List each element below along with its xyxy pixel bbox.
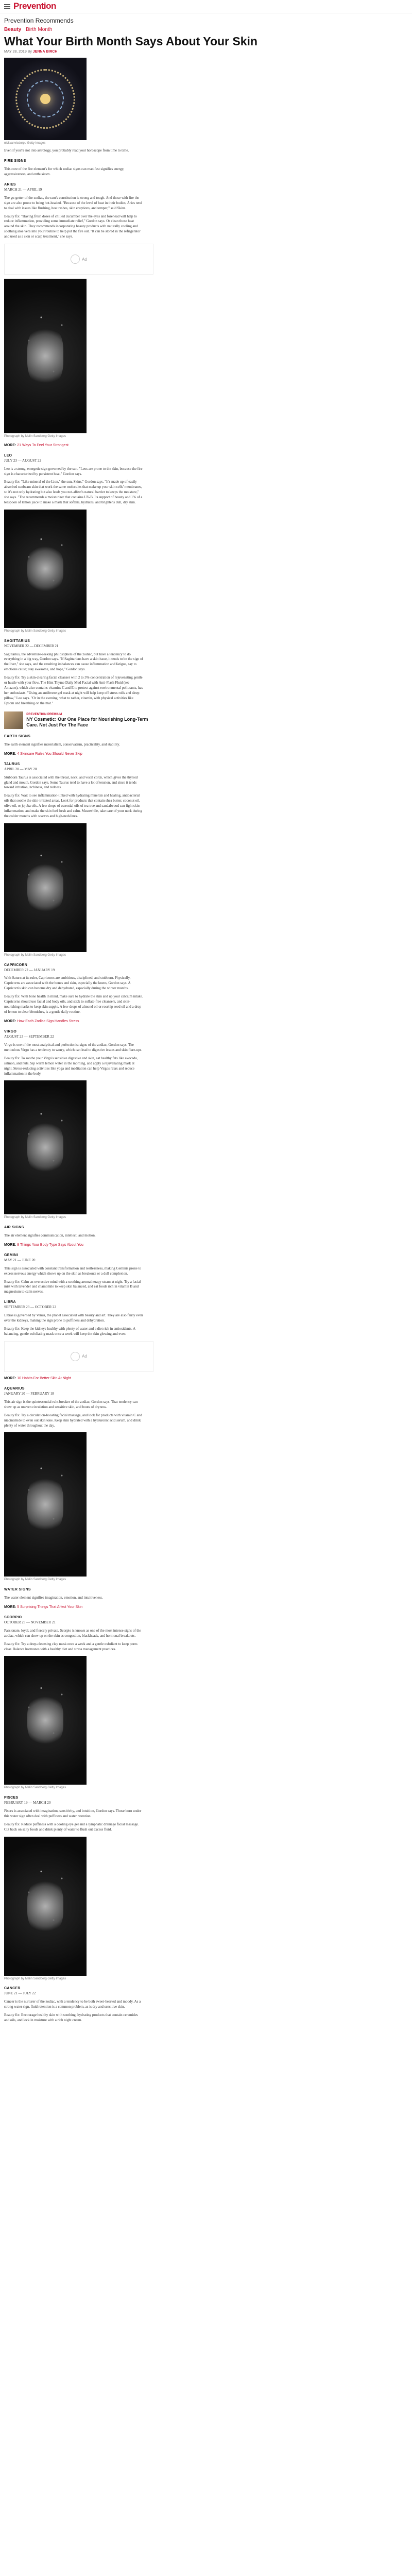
- sign-heading-aries: ARIES: [4, 182, 16, 187]
- sign-list: [4, 159, 408, 2023]
- more-link[interactable]: 21 Ways To Feel Your Strongest: [17, 443, 68, 447]
- more-label: MORE:: [4, 1243, 18, 1247]
- ad-icon: [71, 255, 80, 264]
- sign-paragraph: Beauty fix: Reduce puffiness with a cooling eye gel and a lymphatic drainage facial massage. Cut back on salty foods and drink plenty of water to flush out excess fluid.: [4, 1822, 139, 1832]
- photo-figure: [27, 325, 63, 387]
- more-link[interactable]: 8 Things Your Body Type Says About You: [17, 1243, 83, 1247]
- sign-heading-virgo: VIRGO: [4, 1029, 17, 1033]
- section-label: [0, 13, 412, 25]
- sign-heading-taurus: TAURUS: [4, 762, 20, 766]
- sign-paragraph: Beauty fix: Wait to see inflammation-linked with hydrating minerals and healing, antibacterial oils that soothe the skin-irritated areas. Look for products that contain shea butter, coconut oil, olive oil, or jojoba oils. A few drops of essential oils of tea tree and sandalwood can fight skin inflammation, and make the skin feel fresh and calm. Meanwhile, take care of your neck during the colder months with scarves and high-necklines.: [4, 793, 142, 819]
- photo-figure: [27, 862, 63, 913]
- sign-paragraph: Cancer is the nurturer of the zodiac, with a tendency to be both sweet-hearted and moody. As a strong water sign, fluid retention is a common problem, as is dry and sensitive skin.: [4, 1999, 141, 2009]
- more-label: MORE:: [4, 1020, 18, 1024]
- more-link-row: [4, 752, 408, 757]
- breadcrumb-subcategory[interactable]: Birth Month: [26, 27, 53, 33]
- sign-heading-aquarius: AQUARIUS: [4, 1386, 25, 1391]
- sign-paragraph: Beauty fix: Try a deep-cleansing clay mask once a week and a gentle exfoliant to keep pores clear. Balance hormones with a healthy diet and stress management practices.: [4, 1641, 138, 1651]
- photo-figure: [27, 1694, 63, 1746]
- sign-dates-taurus: APRIL 20 — MAY 20: [4, 767, 37, 771]
- byline: [0, 48, 412, 58]
- photo-caption: Photograph by Malin Sandberg Getty Images: [4, 1578, 66, 1582]
- sign-heading-water-signs: WATER SIGNS: [4, 1588, 31, 1591]
- ad-label: Ad: [82, 1354, 87, 1359]
- sign-paragraph: With Saturn at its ruler, Capricorns are ambitious, disciplined, and stubborn. Physically, Capricorns are associated with the bones and skin, especially the knees, Gordon says. A Capricorn's skin can become dry and dehydrated, especially during the winter months.: [4, 976, 131, 991]
- sign-paragraph: Beauty fix: "Having fresh doses of chilled cucumber over the eyes and forehead will help to reduce inflammation, providing some immediate relief," Gordon says. Or clean those heat around the skin. They recommends incorporating beauty products with naturally cooling and soothing aloe vera into your routine to help put the fire out. "It can be stored in the refrigerator and used as a skin or scalp treatment," she says.: [4, 214, 141, 239]
- sign-dates-libra: SEPTEMBER 23 — OCTOBER 22: [4, 1305, 56, 1310]
- sign-heading-libra: LIBRA: [4, 1300, 16, 1304]
- sign-paragraph: Beauty fix: With bone health in mind, make sure to hydrate the skin and up your calcium intake. Capricorns should use facial and body oils, and stick to sulfate-free cleansers, and skin-nourishing masks to keep skin supple. A few drops of almond oil or rosehip seed oil and a drop of lemon to clear blemishes, is a gentle daily routine.: [4, 994, 143, 1014]
- sign-paragraph: Beauty fix: Encourage healthy skin with soothing, hydrating products that contain ceramides and oils, and lock in moisture with a rich night cream.: [4, 2012, 138, 2022]
- ad-label: Ad: [82, 257, 87, 262]
- article-photo: [4, 1837, 87, 1976]
- sign-paragraph: Beauty fix: Keep the kidneys healthy with plenty of water and a diet rich in antioxidants. A balancing, gentle exfoliating mask once a week will keep the skin glowing and even.: [4, 1327, 135, 1336]
- hero-image: [4, 58, 87, 140]
- menu-icon[interactable]: [4, 4, 10, 9]
- top-bar: [0, 0, 412, 13]
- more-link[interactable]: 10 Habits For Better Skin At Night: [17, 1376, 71, 1380]
- sign-dates-cancer: JUNE 21 — JULY 22: [4, 1991, 36, 1996]
- author-link[interactable]: JENNA BIRCH: [32, 49, 58, 54]
- article-photo: [4, 279, 87, 433]
- sign-heading-air-signs: AIR SIGNS: [4, 1225, 24, 1229]
- sign-paragraph: Beauty fix: Try a circulation-boosting facial massage, and look for products with vitamin C and niacinamide to even out skin tone. Keep skin hydrated with a hyaluronic acid serum, and drink plenty of water throughout the day.: [4, 1413, 142, 1428]
- sign-paragraph: This core of the fire element's for which zodiac signs can manifest signifies energy, aggressiveness, and enthusiasm.: [4, 166, 125, 176]
- intro-paragraph: Even if you're not into astrology, you probably read your horoscope from time to time.: [4, 148, 129, 153]
- sign-dates-leo: JULY 23 — AUGUST 22: [4, 458, 42, 463]
- more-link-row: [4, 1605, 408, 1610]
- sign-paragraph: The air element signifies communication, intellect, and motion.: [4, 1233, 96, 1238]
- sign-paragraph: Sagittarius, the adventure-seeking philosophers of the zodiac, but have a tendency to do everything in a big way, Gordon says. "If Sagittarians have a skin issue, it tends to be the sign of the liver," she says, and the resulting imbalances can cause inflammation and fatigue, say to emotions cause; stay awesome, and hope," Gordon says.: [4, 652, 143, 672]
- photo-caption: Photograph by Malin Sandberg Getty Images: [4, 1216, 66, 1219]
- sign-dates-aquarius: JANUARY 20 — FEBRUARY 18: [4, 1391, 54, 1396]
- ad-slot: [4, 1341, 153, 1372]
- breadcrumb: [0, 25, 412, 33]
- sign-paragraph: Beauty fix: Calm an overactive mind with a soothing aromatherapy steam at night. Try a facial mist with lavender and chamomile to keep skin balanced, and eat foods rich in vitamin B and magnesium to calm nerves.: [4, 1279, 141, 1294]
- photo-figure: [27, 1878, 63, 1934]
- sign-paragraph: Libras is governed by Venus, the planet associated with beauty and art. They are also fairly even over the kidneys, making the sign prone to puffiness and dehydration.: [4, 1313, 143, 1323]
- sign-dates-sagittarius: NOVEMBER 22 — DECEMBER 21: [4, 643, 59, 648]
- site-logo[interactable]: Prevention: [13, 1, 56, 11]
- photo-caption: Photograph by Malin Sandberg Getty Images: [4, 954, 66, 957]
- more-label: MORE:: [4, 1376, 18, 1380]
- sign-paragraph: Beauty fix: Try a skin-clearing facial cleanser with 2 to 3% concentration of rejuvenating gentle or hustle with your flow. The Hint Thyme Daily Mud Facial with Anti-Flash Fluid (see Amazon), which also contains vitamins C and E to protect against environmental pollutants, has her enthusiasts. "Using an antifreeze gel mask at night will help keep off stress rolls and sleep pillow," Leo says. "Or in the evening, what to rather, vitamin, with physical activities like Epsom and breathing on the mat.": [4, 675, 143, 705]
- article-photo: [4, 510, 87, 628]
- sign-heading-leo: LEO: [4, 453, 12, 457]
- sign-heading-earth-signs: EARTH SIGNS: [4, 734, 31, 738]
- sign-heading-fire-signs: FIRE SIGNS: [4, 159, 26, 163]
- more-label: MORE:: [4, 443, 18, 447]
- ad-slot: [4, 244, 153, 275]
- more-link-row: [4, 1376, 408, 1381]
- sign-dates-pisces: FEBRUARY 19 — MARCH 20: [4, 1800, 51, 1805]
- photo-figure: [27, 1121, 63, 1174]
- sign-paragraph: The water element signifies imagination, emotion, and intuitiveness.: [4, 1595, 103, 1600]
- sign-dates-scorpio: OCTOBER 23 — NOVEMBER 21: [4, 1620, 56, 1624]
- sign-paragraph: Leo is a strong, energetic sign governed by the sun. "Leos are prone to the skin, because the fire sign is characterized by persistent heat," Gordon says.: [4, 466, 143, 476]
- more-link-row: [4, 1243, 408, 1248]
- sign-paragraph: Virgo is one of the most analytical and perfectionist signs of the zodiac, Gordon says. The meticulous Virgo has a tendency to worry, which can lead to digestive issues and skin flare-ups.: [4, 1042, 143, 1052]
- more-link[interactable]: 5 Surprising Things That Affect Your Skin: [17, 1605, 83, 1609]
- promo-thumbnail: [4, 711, 23, 729]
- sign-heading-gemini: GEMINI: [4, 1253, 18, 1257]
- article-date: MAY 28, 2019: [4, 49, 27, 54]
- sign-heading-scorpio: SCORPIO: [4, 1615, 22, 1619]
- section-name[interactable]: Prevention Recommends: [4, 17, 74, 24]
- sign-heading-capricorn: CAPRICORN: [4, 963, 28, 967]
- sign-paragraph: Pisces is associated with imagination, sensitivity, and intuition, Gordon says. Those born under this water sign often deal with puffiness and water retention.: [4, 1808, 142, 1818]
- photo-caption: Photograph by Malin Sandberg Getty Images: [4, 630, 66, 633]
- more-label: MORE:: [4, 752, 18, 756]
- sign-dates-capricorn: DECEMBER 22 — JANUARY 19: [4, 968, 55, 972]
- sign-dates-aries: MARCH 21 — APRIL 19: [4, 187, 42, 192]
- promo-text: [26, 713, 159, 728]
- photo-figure: [27, 1476, 63, 1533]
- photo-caption: Photograph by Malin Sandberg Getty Images: [4, 435, 66, 438]
- sign-heading-pisces: PISCES: [4, 1795, 19, 1800]
- promo-card[interactable]: [4, 711, 159, 729]
- article-photo: [4, 1080, 87, 1214]
- more-link-row: [4, 1019, 408, 1024]
- article-photo: [4, 1432, 87, 1577]
- article-photo: [4, 1656, 87, 1785]
- hero-caption: nickvanvisdorp / Getty Images: [4, 141, 46, 145]
- hero-core: [40, 94, 50, 104]
- promo-headline[interactable]: NY Cosmetic: Our One Place for Nourishing Long-Term Care. Not Just For The Face: [26, 717, 148, 728]
- sign-paragraph: The go-getter of the zodiac, the ram's constitution is strong and tough. And those with fire the sign are also prone to being hot-headed. "Because of the level of heat in their bodies, Aries tend to deal with issues like flushing, heat rashes, skin eruptions, and temper," said Skins.: [4, 195, 142, 210]
- photo-caption: Photograph by Malin Sandberg Getty Images: [4, 1977, 66, 1980]
- sign-paragraph: Stubborn Taurus is associated with the throat, neck, and vocal cords, which gives the thyroid gland and mouth, Gordon says. Some Taurus tend to have a lot of tension, and since it tends toward irritation, itchiness, and redness.: [4, 775, 138, 790]
- more-link[interactable]: 4 Skincare Rules You Should Never Skip: [17, 752, 82, 756]
- article-body: [0, 148, 412, 2023]
- sign-heading-cancer: CANCER: [4, 1987, 21, 1991]
- sign-heading-sagittarius: SAGITTARIUS: [4, 639, 30, 643]
- photo-caption: Photograph by Malin Sandberg Getty Images: [4, 1786, 66, 1790]
- article-photo: [4, 823, 87, 952]
- sign-dates-gemini: MAY 21 — JUNE 20: [4, 1258, 36, 1262]
- more-label: MORE:: [4, 1605, 18, 1609]
- ad-icon: [71, 1352, 80, 1361]
- promo-kicker: PREVENTION PREMIUM: [26, 713, 62, 716]
- photo-figure: [27, 545, 63, 592]
- sign-paragraph: Passionate, loyal, and fiercely private, Scorpio is known as one of the most intense signs of the zodiac, which can show up on the skin as congestion, blackheads, and hormonal breakouts.: [4, 1628, 141, 1638]
- sign-paragraph: Beauty fix: "Like mineral of the Lion," the sun, Skins," Gordon says. "It's made up of easily absorbed sunbeam skin that work the same molecules that make up your skin cells' membranes, so it's not only hydrating but also leads you not-affect's natural barrier to keeps the moisture," she says. "The recommends a moisturizer that contains UV-B. Its support of beauty and 1% of a teaspoon of lemon juice to make a mask that softens, hydrates, and brightens dull, dry skin.: [4, 480, 143, 505]
- more-link[interactable]: How Each Zodiac Sign Handles Stress: [17, 1020, 79, 1024]
- breadcrumb-category[interactable]: Beauty: [4, 27, 22, 33]
- sign-dates-virgo: AUGUST 23 — SEPTEMBER 22: [4, 1034, 54, 1039]
- article-title: What Your Birth Month Says About Your Skin: [4, 35, 258, 48]
- more-link-row: [4, 443, 408, 448]
- byline-prefix: By: [27, 49, 32, 54]
- sign-paragraph: Beauty fix: To soothe your Virgo's sensitive digestive and skin, eat healthy fats like avocado, salmon, and nuts. Sip warm lemon water in the morning, and apply a rejuvenating mask at night. Stress-reducing activities like yoga and meditation can help Virgos relax and reduce inflammation in the body.: [4, 1056, 138, 1076]
- sign-paragraph: This sign is associated with constant transformation and restlessness, making Geminis prone to excess nervous energy which shows up on the skin as breakouts or a dull complexion.: [4, 1266, 142, 1276]
- sign-paragraph: The earth element signifies materialism, conservatism, practicality, and stability.: [4, 742, 120, 747]
- sign-paragraph: This air sign is the quintessential rule-breaker of the zodiac, Gordon says. That tendency can show up as uneven circulation and sensitive skin, and bouts of dryness.: [4, 1399, 138, 1409]
